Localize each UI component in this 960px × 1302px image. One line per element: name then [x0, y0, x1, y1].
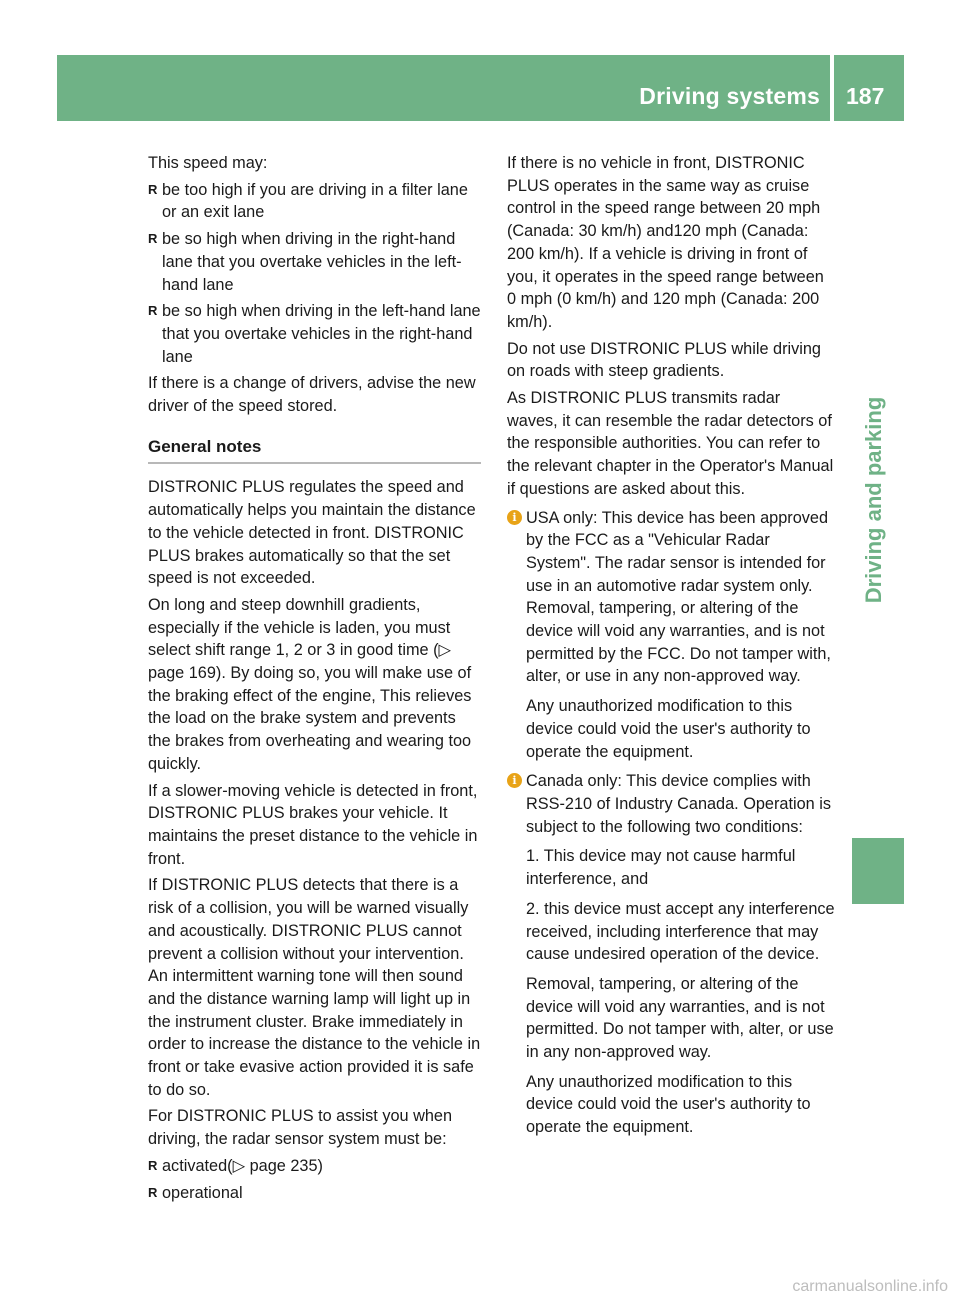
bullet-marker: R	[148, 303, 158, 319]
section-heading: General notes	[148, 436, 481, 465]
bullet-marker: R	[148, 1157, 158, 1173]
change-drivers-text: If there is a change of drivers, advise the new driver of the speed stored.	[148, 374, 476, 416]
usa-note	[507, 507, 835, 764]
list-item	[148, 228, 481, 296]
page-number: 187	[846, 83, 885, 109]
info-icon: i	[507, 510, 522, 525]
speed-intro: This speed may:	[148, 154, 268, 172]
note-text: Removal, tampering, or altering of the device will void any warranties, and is not permitted. Do not tamper with, alter, or use in any non-approved way.	[526, 974, 834, 1062]
bullet-marker: R	[148, 231, 158, 247]
paragraph: On long and steep downhill gradients, especially if the vehicle is laden, you must select shift range 1, 2 or 3 in good time (▷ page 169). By doing so, you will make use of the braking effect of the engine, This relieves the load on the brake system and prevents the brakes from overheating and wearing too quickly.	[148, 595, 472, 773]
paragraph: If there is no vehicle in front, DISTRONIC PLUS operates in the same way as cruise control in the speed range between 20 mph (Canada: 30 km/h) and120 mph (Canada: 200 km/h). If a vehicle is driving in front of you, it operates in the speed range between 0 mph (0 km/h) and 120 mph (Canada: 200 km/h).	[507, 154, 824, 331]
note-text: 1. This device may not cause harmful interference, and	[526, 847, 796, 889]
list-item	[148, 1155, 481, 1178]
list-item	[148, 1182, 481, 1205]
watermark: carmanualsonline.info	[792, 1278, 948, 1295]
paragraph: As DISTRONIC PLUS transmits radar waves, it can resemble the radar detectors of the responsible authorities. You can refer to the relevant chapter in the Operator's Manual if questions are asked about this.	[507, 389, 834, 498]
page-number-box	[834, 55, 904, 121]
paragraph: If DISTRONIC PLUS detects that there is a risk of a collision, you will be warned visually and acoustically. DISTRONIC PLUS cannot prevent a collision without your intervention. An intermittent warning tone will then sound and the distance warning lamp will light up in the instrument cluster. Brake immediately in order to increase the distance to the vehicle in front or take evasive action provided it is safe to do so.	[148, 876, 481, 1099]
header-bar	[57, 55, 830, 121]
bullet-text: operational	[162, 1183, 243, 1202]
bullet-text: activated(▷ page 235)	[162, 1156, 323, 1175]
paragraph: For DISTRONIC PLUS to assist you when driving, the radar sensor system must be:	[148, 1107, 453, 1149]
paragraph: DISTRONIC PLUS regulates the speed and automatically helps you maintain the distance to the vehicle detected in front. DISTRONIC PLUS brakes automatically so that the set speed is not exceeded.	[148, 478, 476, 588]
right-column	[507, 152, 835, 1146]
bullet-marker: R	[148, 1184, 158, 1200]
paragraph: Do not use DISTRONIC PLUS while driving on roads with steep gradients.	[507, 339, 821, 381]
paragraph: If a slower-moving vehicle is detected in front, DISTRONIC PLUS brakes your vehicle. It maintains the preset distance to the vehicle in front.	[148, 781, 478, 868]
note-text: 2. this device must accept any interference received, including interference that may cause undesired operation of the device.	[526, 899, 835, 964]
bullet-marker: R	[148, 181, 158, 197]
bullet-text: be too high if you are driving in a filter lane or an exit lane	[162, 180, 468, 222]
note-text: Any unauthorized modification to this device could void the user's authority to operate the equipment.	[526, 1072, 811, 1137]
chapter-tab-marker	[852, 838, 904, 904]
list-item	[148, 179, 481, 224]
left-column	[148, 152, 481, 1208]
list-item	[148, 300, 481, 368]
chapter-tab-label: Driving and parking	[861, 396, 886, 604]
bullet-text: be so high when driving in the right-hand lane that you overtake vehicles in the left-hand lane	[162, 230, 462, 294]
section-title: Driving systems	[639, 83, 820, 109]
bullet-text: be so high when driving in the left-hand lane that you overtake vehicles in the right-hand lane	[162, 302, 481, 366]
canada-note	[507, 770, 835, 1139]
note-text: USA only: This device has been approved by the FCC as a "Vehicular Radar System". The radar sensor is intended for use in an automotive radar system only. Removal, tampering, or altering of the device will void any warranties, and is not permitted by the FCC. Do not tamper with, alter, or use in any non-approved way.	[526, 508, 831, 686]
note-text: Canada only: This device complies with RSS-210 of Industry Canada. Operation is subject to the following two conditions:	[526, 772, 831, 836]
note-text: Any unauthorized modification to this device could void the user's authority to operate the equipment.	[526, 697, 811, 761]
info-icon: i	[507, 773, 522, 788]
